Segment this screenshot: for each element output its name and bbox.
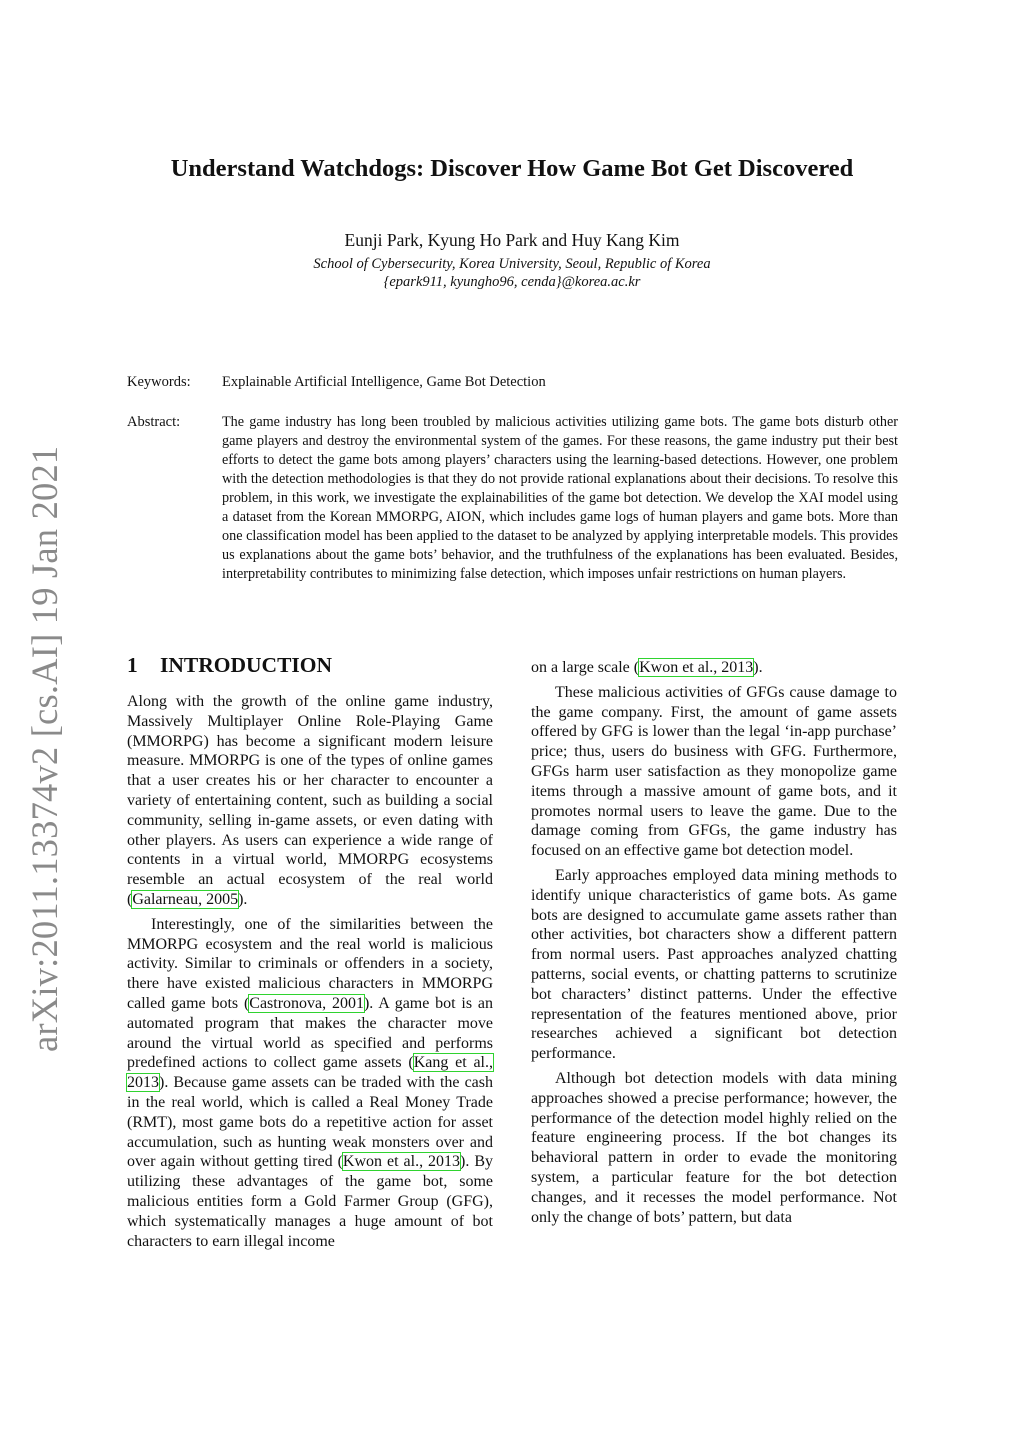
- citation-link[interactable]: Kwon et al., 2013: [342, 1153, 461, 1171]
- abstract-text: The game industry has long been troubled by malicious activities utilizing game bots. The game bots disturb other game players and destroy the environmental system of the games. For these reasons, the game industry put their best efforts to detect the game bots among players’ characters using the learning-based detections. However, one problem with the detection methodologies is that they do not provide rational explanations about their decisions. To resolve this problem, in this work, we investigate the explainabilities of the game bot detection. We develop the XAI model using a dataset from the Korean MMORPG, AION, which includes game logs of human players and game bots. More than one classification model has been applied to the dataset to be analyzed by applying interpretable models. This provides us explanations about the game bots’ behavior, and the truthfulness of the explanations has been evaluated. Besides, interpretability contributes to minimizing false detection, which imposes unfair restrictions on human players.: [222, 414, 898, 582]
- affiliation: School of Cybersecurity, Korea University, Seoul, Republic of Korea: [313, 256, 711, 272]
- intro-paragraph-5: Although bot detection models with data mining approaches showed a precise performance; however, the performance of the detection model highly relied on the feature engineering process. If the bot changes its behavioral pattern in order to evade the monitoring system, a particular feature for the bot detection changes, and it recesses the model performance. Not only the change of bots’ pattern, but data: [531, 1069, 897, 1226]
- citation-link[interactable]: Galarneau, 2005: [132, 890, 239, 908]
- paragraph-text: ). A game bot is an automated program that makes the character move around the virtual world as specified and performs predefined actions to collect game assets (: [127, 994, 494, 1072]
- author-emails: {epark911, kyungho96, cenda}@korea.ac.kr: [383, 274, 641, 290]
- paragraph-text: Along with the growth of the online game industry, Massively Multiplayer Online Role-Playing Game (MMORPG) has become a significant modern leisure measure. MMORPG is one of the types of online games that a user creates his or her character to encounter a variety of entertaining content, such as building a social community, selling in-game assets, or even dating with other players. As users can experience a wide range of contents in a virtual world, MMORPG ecosystems resemble an actual ecosystem of the real world (: [127, 693, 493, 908]
- citation-link[interactable]: Castronova, 2001: [249, 994, 364, 1012]
- paragraph-text: ).: [238, 890, 248, 908]
- paper-title: Understand Watchdogs: Discover How Game Bot Get Discovered: [170, 155, 854, 182]
- paragraph-text: on a large scale (: [531, 659, 640, 676]
- author-list: Eunji Park, Kyung Ho Park and Huy Kang Kim: [344, 230, 680, 250]
- intro-paragraph-4: Early approaches employed data mining methods to identify unique characteristics of game bots. As game bots are designed to accumulate game assets rather than other activities, bot characters show a different pattern from normal users. Past approaches analyzed chatting patterns, social events, or chatting patterns to scrutinize bot characters’ distinct patterns. Under the effective representation of the features mentioned above, prior researches achieved a significant bot detection performance.: [531, 866, 897, 1063]
- intro-paragraph-3: These malicious activities of GFGs cause damage to the game company. First, the amount of game assets offered by GFG is lower than the legal ‘in-app purchase’ price; thus, users do business with GFG. Furthermore, GFGs harm user satisfaction as they monopolize game items through a massive amount of game bots, and it promotes normal users to leave the game. Due to the damage coming from GFGs, the game industry has focused on an effective game bot detection model.: [531, 683, 897, 860]
- intro-paragraph-continued: [531, 658, 897, 678]
- intro-paragraph-2: [127, 915, 493, 1252]
- paragraph-text: ). By utilizing these advantages of the game bot, some malicious entities form a Gold Farmer Group (GFG), which systematically manages a huge amount of bot characters to earn illegal income: [127, 1153, 494, 1250]
- citation-link[interactable]: Kwon et al., 2013: [639, 659, 754, 676]
- arxiv-identifier: arXiv:2011.13374v2 [cs.AI] 19 Jan 2021: [24, 445, 65, 1052]
- paragraph-text: ). Because game assets can be traded with the cash in the real world, which is called a Real Money Trade (RMT), most game bots do a repetitive action for asset accumulation, such as hunting weak monsters over and over again without getting tired (: [127, 1074, 493, 1171]
- right-column: [531, 658, 897, 1232]
- section-title: INTRODUCTION: [160, 653, 333, 677]
- intro-paragraph-1: [127, 692, 493, 910]
- keywords-label: Keywords:: [127, 374, 191, 390]
- paragraph-text: ).: [753, 659, 763, 676]
- citation-link[interactable]: Kang et al., 2013: [127, 1054, 493, 1092]
- section-number: 1: [127, 653, 138, 677]
- abstract-label: Abstract:: [127, 414, 181, 430]
- paragraph-text: Interestingly, one of the similarities between the MMORPG ecosystem and the real world is malicious activity. Similar to criminals or offenders in a society, there have existed malicious characters in MMORPG called game bots (: [127, 915, 493, 1012]
- section-heading: [127, 653, 332, 678]
- keywords-text: Explainable Artificial Intelligence, Game Bot Detection: [222, 374, 546, 390]
- left-column: [127, 692, 493, 1256]
